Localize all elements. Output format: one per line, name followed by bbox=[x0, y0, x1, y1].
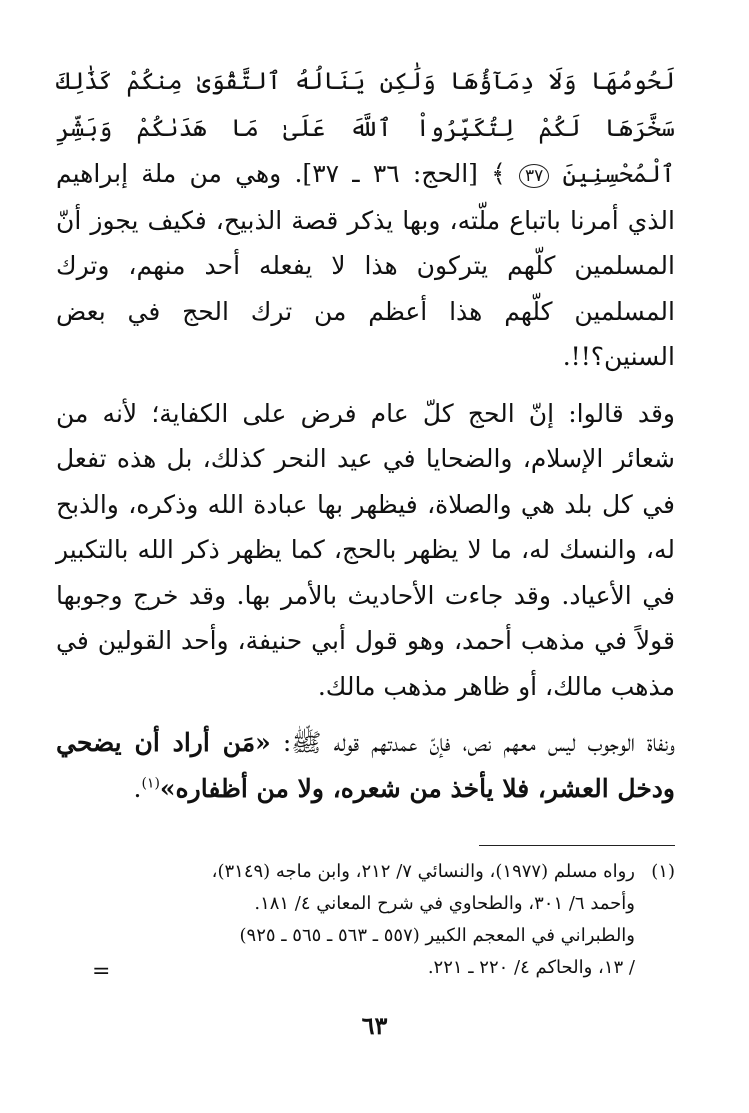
paragraph-1 bbox=[56, 58, 675, 380]
verse-citation: [الحج: ٣٦ ـ ٣٧] bbox=[302, 159, 478, 188]
footnote-line bbox=[56, 856, 675, 888]
footnote-number: (١) bbox=[651, 861, 675, 882]
footnote-line bbox=[56, 920, 675, 952]
paragraph-2 bbox=[56, 391, 675, 710]
quran-verse: لَحُومُهَا وَلَا دِمَآؤُهَا وَلَٰكِن يَنَالُهُ ٱلتَّقْوَىٰ مِنكُمْ كَذَٰلِكَ سَخَّرَهَا لَكُمْ لِتُكَبِّرُواْ ٱللَّهَ عَلَىٰ مَا هَدَىٰكُمْ وَبَشِّرِ ٱلْمُحْسِنِينَ bbox=[56, 67, 675, 188]
ayah-number-marker: ٣٧ bbox=[519, 164, 549, 188]
paragraph-1-text: . وهي من ملة إبراهيم الذي أمرنا باتباع ملّته، وبها يذكر قصة الذبيح، فكيف يجوز أنّ المسلمين كلّهم يتركون هذا لا يفعله أحد منهم، وترك المسلمين كلّهم هذا أعظم من ترك الحج في بعض السنين؟!!. bbox=[56, 159, 675, 371]
paragraph-3-end: . bbox=[133, 773, 142, 803]
paragraph-3-text: ونفاة الوجوب ليس معهم نص، فإنّ عمدتهم قوله ﷺ: bbox=[270, 728, 675, 757]
footnote-line bbox=[56, 888, 675, 920]
footnote-line-2: وأحمد ٦/ ٣٠١، والطحاوي في شرح المعاني ٤/ ١٨١. bbox=[254, 893, 635, 914]
footnote-line-1: رواه مسلم (١٩٧٧)، والنسائي ٧/ ٢١٢، وابن ماجه (٣١٤٩)، bbox=[211, 861, 635, 882]
footnote-reference: (١) bbox=[141, 775, 160, 792]
footnote-line-3: والطبراني في المعجم الكبير (٥٥٧ ـ ٥٦٣ ـ ٥٦٥ ـ ٩٢٥) bbox=[239, 925, 635, 946]
paragraph-2-text: وقد قالوا: إنّ الحج كلّ عام فرض على الكفاية؛ لأنه من شعائر الإسلام، والضحايا في عيد النحر كذلك، بل هذه تفعل في كل بلد هي والصلاة، فيظهر بها عبادة الله وذكره، والذبح له، والنسك له، ما لا يظهر بالحج، كما يظهر ذكر الله بالتكبير في الأعياد. وقد جاءت الأحاديث بالأمر بها. وقد خرج وجوبها قولاً في مذهب أحمد، وهو قول أبي حنيفة، وأحد القولين في مذهب مالك، أو ظاهر مذهب مالك. bbox=[56, 398, 675, 701]
continuation-mark: = bbox=[92, 959, 111, 984]
footnote-line-4: / ١٣، والحاكم ٤/ ٢٢٠ ـ ٢٢١. bbox=[427, 957, 635, 978]
main-text bbox=[56, 58, 675, 811]
verse-close-bracket: ﴾ bbox=[491, 159, 506, 188]
footnote-separator bbox=[479, 845, 675, 846]
page-number: ٦٣ bbox=[361, 1011, 388, 1040]
footnotes bbox=[56, 856, 675, 984]
paragraph-3 bbox=[56, 720, 675, 811]
footnote-line bbox=[56, 952, 675, 984]
hadith-quote: «مَن أراد أن يضحي ودخل العشر، فلا يأخذ من شعره، ولا من أظفاره» bbox=[56, 728, 675, 803]
